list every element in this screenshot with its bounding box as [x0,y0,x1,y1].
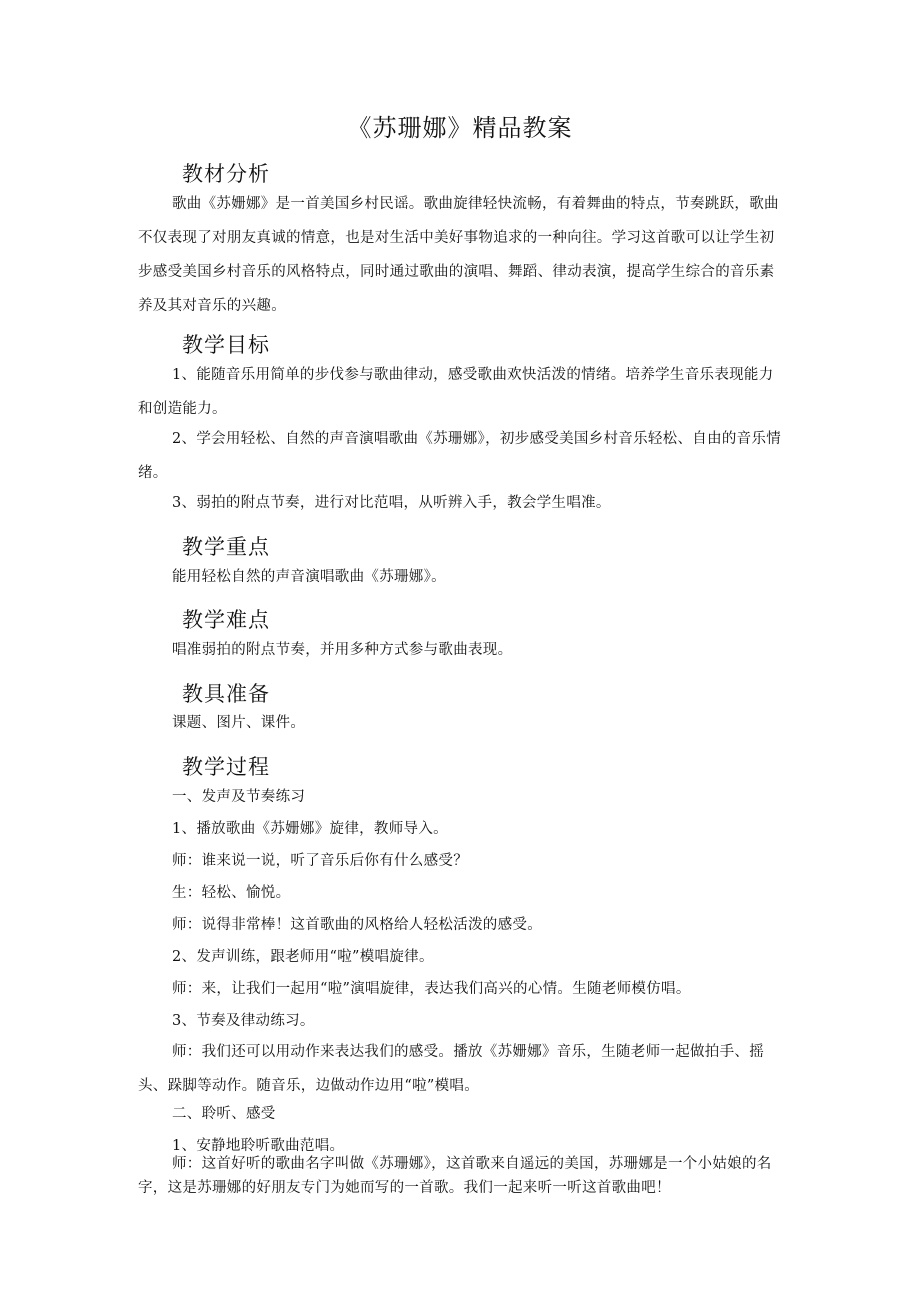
process-line: 1、安静地聆听歌曲范唱。 [172,1138,345,1154]
heading-key-points: 教学重点 [182,535,270,559]
goal-item-2: 2、学会用轻松、自然的声音演唱歌曲《苏珊娜》，初步感受美国乡村音乐轻松、自由的音乐情绪。 [138,431,782,481]
key-points-text: 能用轻松自然的声音演唱歌曲《苏珊娜》。 [172,569,446,585]
heading-materials: 教具准备 [182,682,270,706]
process-line: 师：我们还可以用动作来表达我们的感受。播放《苏姗娜》音乐，生随老师一起做拍手、摇头、跺脚等动作。随音乐，边做动作边用“啦”模唱。 [138,1044,764,1094]
process-line: 1、播放歌曲《苏姗娜》旋律，教师导入。 [172,821,448,837]
heading-analysis: 教材分析 [182,162,270,186]
process-line: 3、节奏及律动练习。 [172,1013,315,1029]
goal-item-3: 3、弱拍的附点节奏，进行对比范唱，从听辨入手，教会学生唱准。 [172,495,611,511]
process-line: 师：说得非常棒！这首歌曲的风格给人轻松活泼的感受。 [172,917,542,933]
process-line: 2、发声训练，跟老师用“啦”模唱旋律。 [172,949,434,965]
goal-item-1: 1、能随音乐用简单的步伐参与歌曲律动，感受歌曲欢快活泼的情绪。培养学生音乐表现能力和创造能力。 [138,367,774,417]
process-line: 生：轻松、愉悦。 [172,885,291,901]
process-line: 师：来，让我们一起用“啦”演唱旋律，表达我们高兴的心情。生随老师模仿唱。 [172,981,691,997]
heading-difficulties: 教学难点 [182,608,270,632]
difficulties-text: 唱准弱拍的附点节奏，并用多种方式参与歌曲表现。 [172,642,513,658]
heading-goals: 教学目标 [182,333,270,357]
analysis-paragraph: 歌曲《苏姗娜》是一首美国乡村民谣。歌曲旋律轻快流畅，有着舞曲的特点，节奏跳跃，歌曲不仅表现了对朋友真诚的情意，也是对生活中美好事物追求的一种向往。学习这首歌可以让学生初步感受美国乡村音乐的风格特点，同时通过歌曲的演唱、舞蹈、律动表演，提高学生综合的音乐素养及其对音乐的兴趣。 [138,196,779,314]
process-line: 师：这首好听的歌曲名字叫做《苏珊娜》，这首歌来自遥远的美国，苏珊娜是一个小姑娘的名字，这是苏珊娜的好朋友专门为她而写的一首歌。我们一起来听一听这首歌曲吧！ [138,1156,772,1196]
process-line: 二、聆听、感受 [172,1106,276,1122]
page-title: 《苏珊娜》精品教案 [347,114,573,142]
process-line: 师：谁来说一说，听了音乐后你有什么感受？ [172,853,468,869]
materials-text: 课题、图片、课件。 [172,715,306,731]
process-line: 一、发声及节奏练习 [172,789,306,805]
heading-process: 教学过程 [182,755,270,779]
